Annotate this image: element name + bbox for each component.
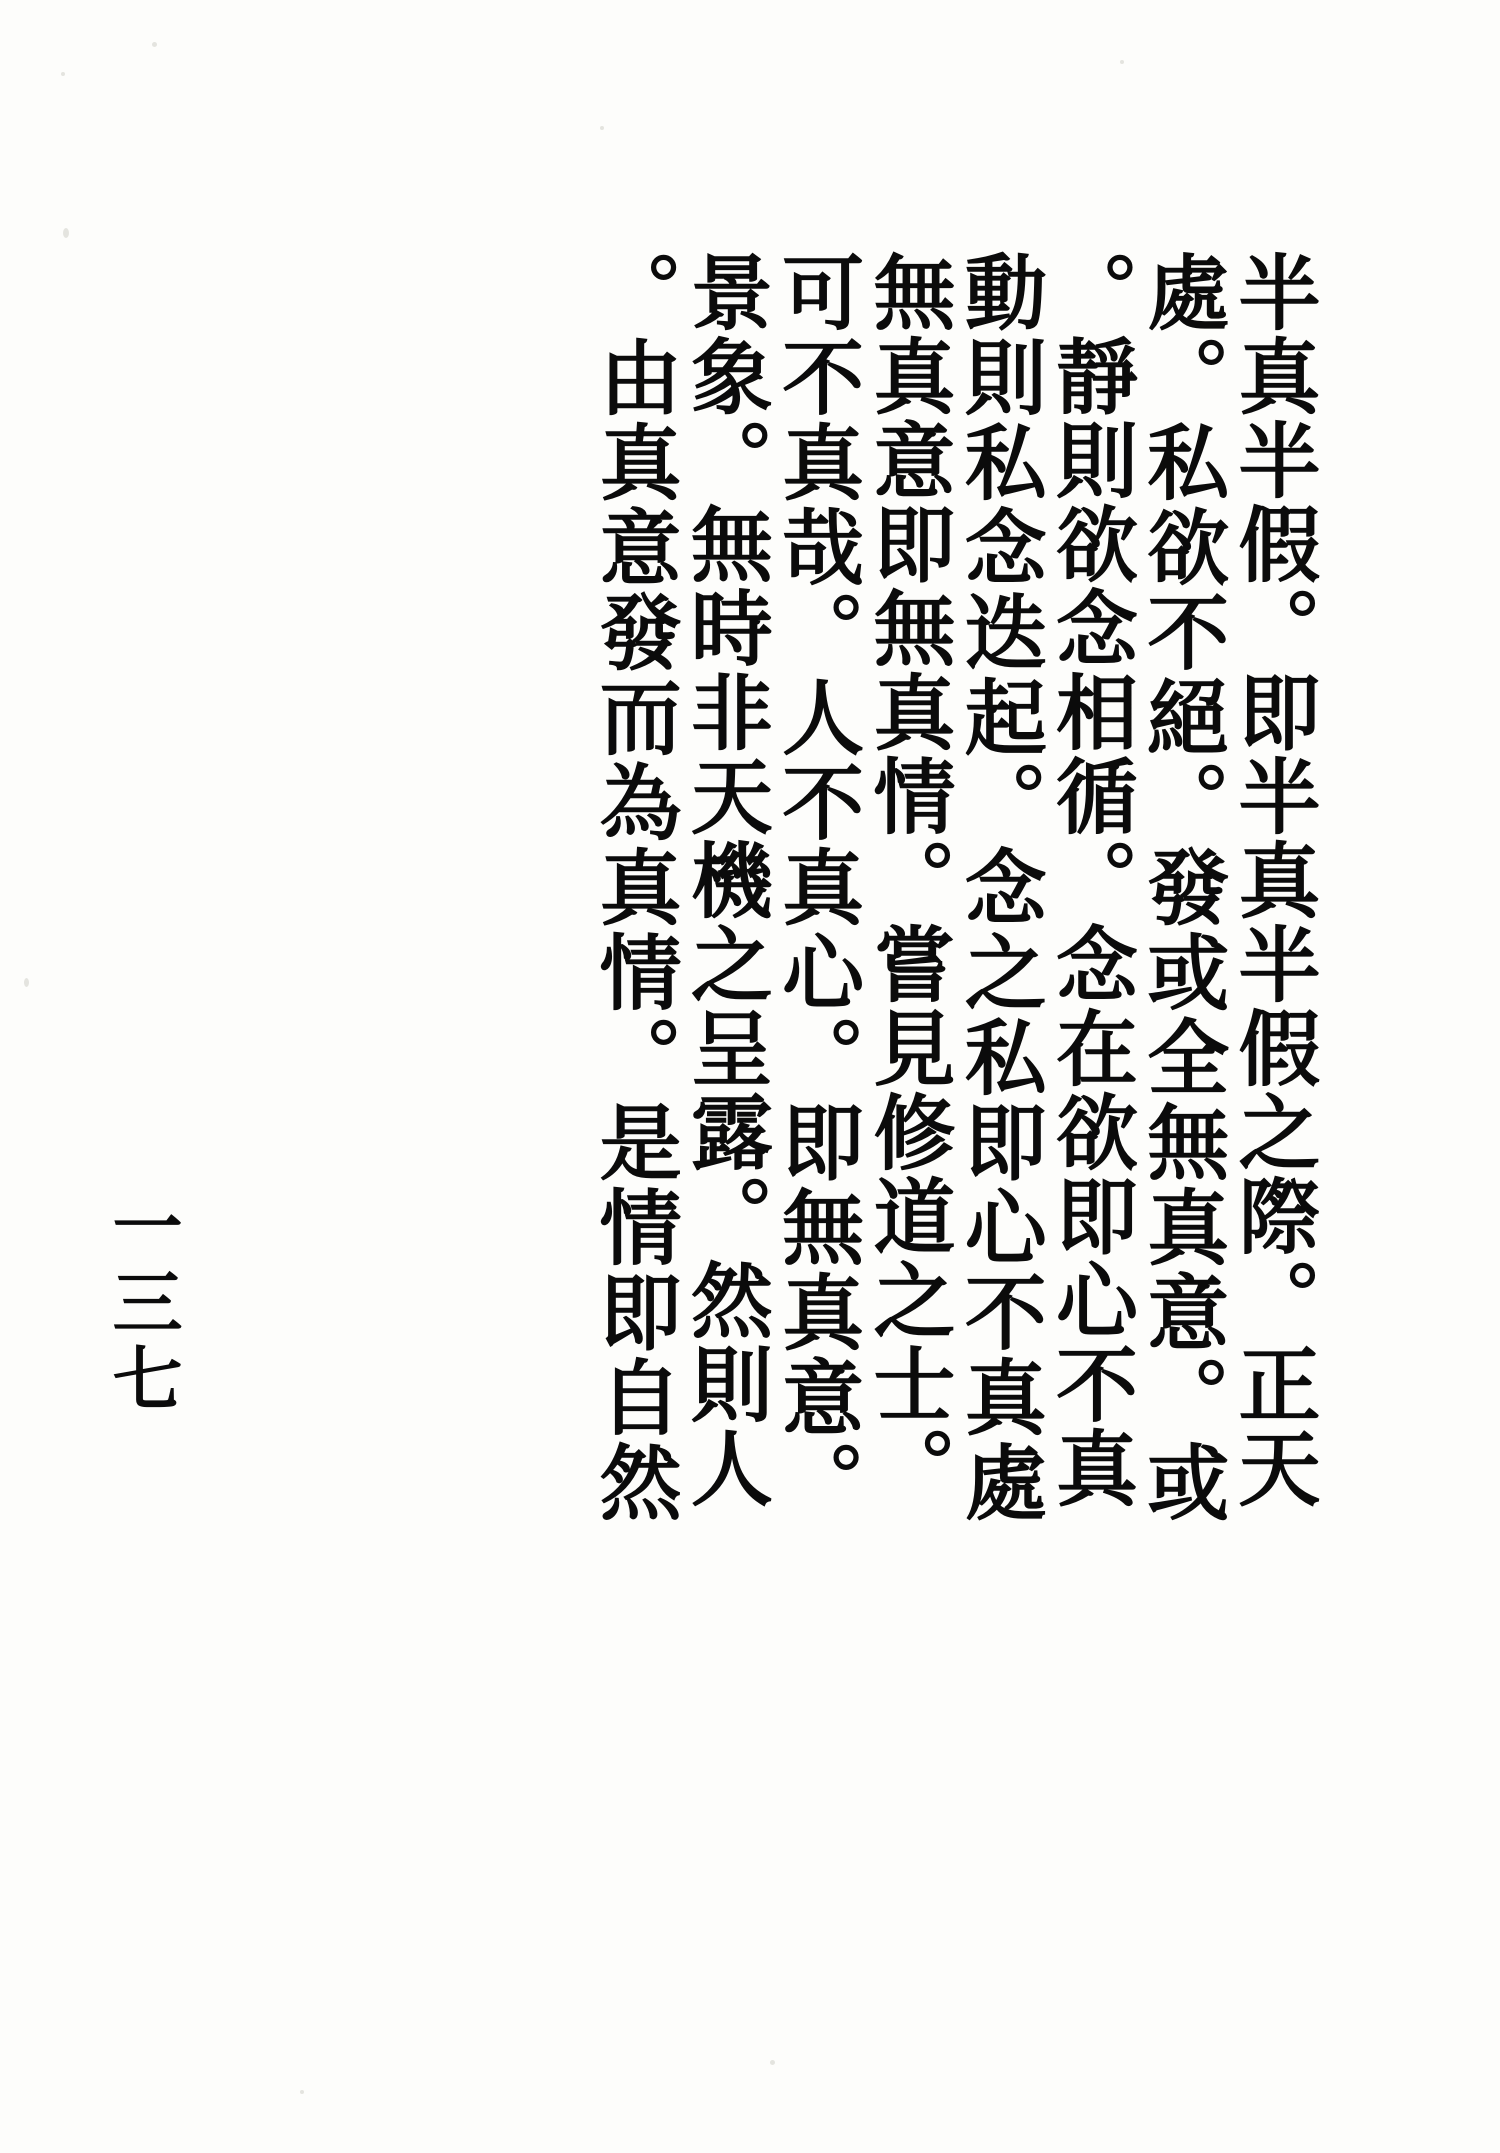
text-column-8: 半真半假。即半真半假之際。正天 [1225, 250, 1321, 1510]
text-column-3: 可不真哉。人不真心。即無真意。 [768, 250, 865, 1525]
text-column-6: 。靜則欲念相循。念在欲即心不真 [1042, 250, 1139, 1510]
paper-speck [1120, 60, 1124, 64]
paper-speck [24, 978, 29, 987]
text-column-2: 景象。無時非天機之呈露。然則人 [677, 250, 774, 1510]
text-column-5: 動則私念迭起。念之私即心不真處 [951, 250, 1048, 1525]
paper-speck [61, 72, 65, 76]
paper-speck [600, 126, 604, 130]
paper-speck [770, 2060, 775, 2065]
paper-speck [63, 228, 69, 238]
vertical-text-body [585, 250, 1321, 1890]
text-column-4: 無真意即無真情。嘗見修道之士。 [859, 250, 956, 1510]
page-number: 一三七 [101, 1190, 184, 1418]
text-column-7: 處。私欲不絕。發或全無真意。或 [1133, 250, 1230, 1525]
paper-speck [300, 2090, 304, 2094]
paper-speck [152, 42, 157, 47]
text-column-1: 。由真意發而為真情。是情即自然 [586, 250, 683, 1525]
